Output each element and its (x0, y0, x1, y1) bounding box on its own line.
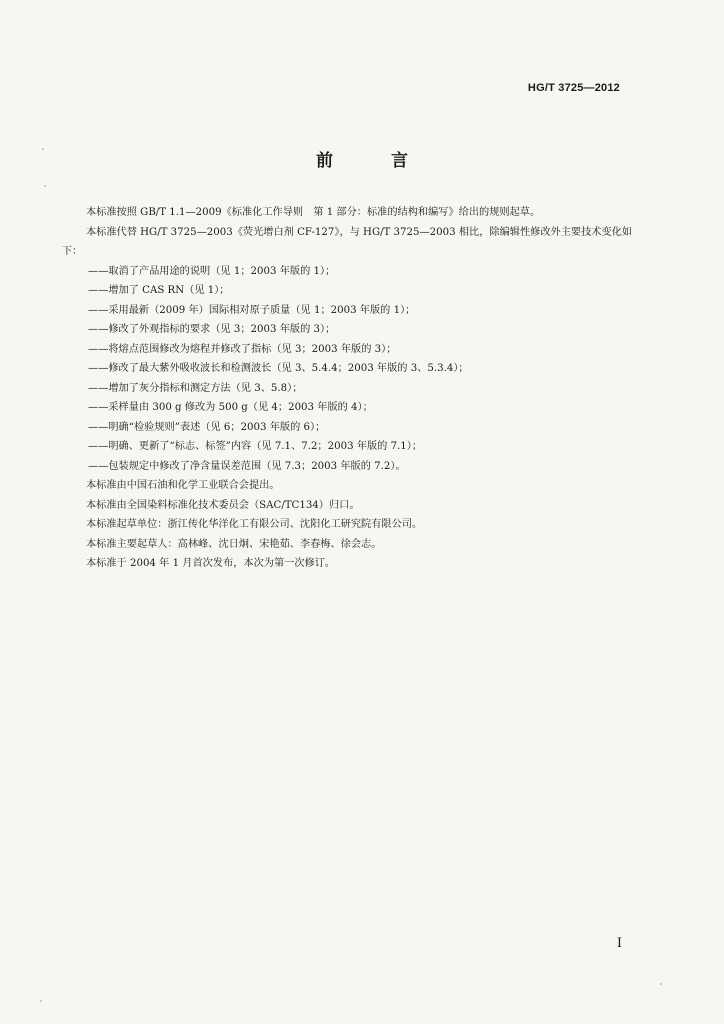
change-item: ——采样量由 300 g 修改为 500 g（见 4；2003 年版的 4）； (88, 402, 373, 413)
change-item: ——取消了产品用途的说明（见 1；2003 年版的 1）； (88, 265, 336, 277)
closing-paragraph: 本标准起草单位：浙江传化华洋化工有限公司、沈阳化工研究院有限公司。 (86, 519, 423, 530)
change-item: ——明确“检验规则”表述（见 6；2003 年版的 6）； (88, 421, 326, 433)
page-title: 前 言 (316, 151, 434, 171)
closing-paragraph: 本标准由全国染料标准化技术委员会（SAC/TC134）归口。 (86, 499, 360, 511)
page-number: I (616, 936, 622, 951)
scan-speck (660, 983, 662, 985)
foreword-body (62, 203, 642, 574)
change-item: ——修改了外观指标的要求（见 3；2003 年版的 3）； (88, 324, 336, 335)
document-code: HG/T 3725—2012 (527, 82, 620, 94)
change-item: ——采用最新（2009 年）国际相对原子质量（见 1；2003 年版的 1）； (88, 304, 416, 316)
scan-speck (42, 148, 44, 150)
change-item: ——包装规定中修改了净含量误差范围（见 7.3；2003 年版的 7.2）。 (88, 460, 406, 472)
change-item: ——修改了最大紫外吸收波长和检测波长（见 3、5.4.4；2003 年版的 3、5.3.4）； (88, 363, 469, 374)
intro-paragraph: 本标准代替 HG/T 3725—2003《荧光增白剂 CF-127》，与 HG/T 3725—2003 相比，除编辑性修改外主要技术变化如下： (62, 226, 633, 257)
scan-speck (40, 1000, 42, 1002)
closing-paragraph: 本标准主要起草人：高林峰、沈日炯、宋艳茹、李春梅、徐会志。 (86, 538, 382, 550)
change-item: ——增加了 CAS RN（见 1）； (88, 285, 230, 296)
change-item: ——将熔点范围修改为熔程并修改了指标（见 3；2003 年版的 3）； (88, 343, 397, 355)
change-item: ——增加了灰分指标和测定方法（见 3、5.8）； (88, 382, 303, 394)
closing-paragraph: 本标准由中国石油和化学工业联合会提出。 (86, 480, 280, 491)
change-item: ——明确、更新了“标志、标签”内容（见 7.1、7.2；2003 年版的 7.1）； (88, 441, 423, 452)
intro-paragraph: 本标准按照 GB/T 1.1—2009《标准化工作导则 第 1 部分：标准的结构和编写》给出的规则起草。 (86, 207, 541, 218)
closing-paragraph: 本标准于 2004 年 1 月首次发布，本次为第一次修订。 (86, 558, 336, 569)
scan-speck (44, 185, 46, 187)
